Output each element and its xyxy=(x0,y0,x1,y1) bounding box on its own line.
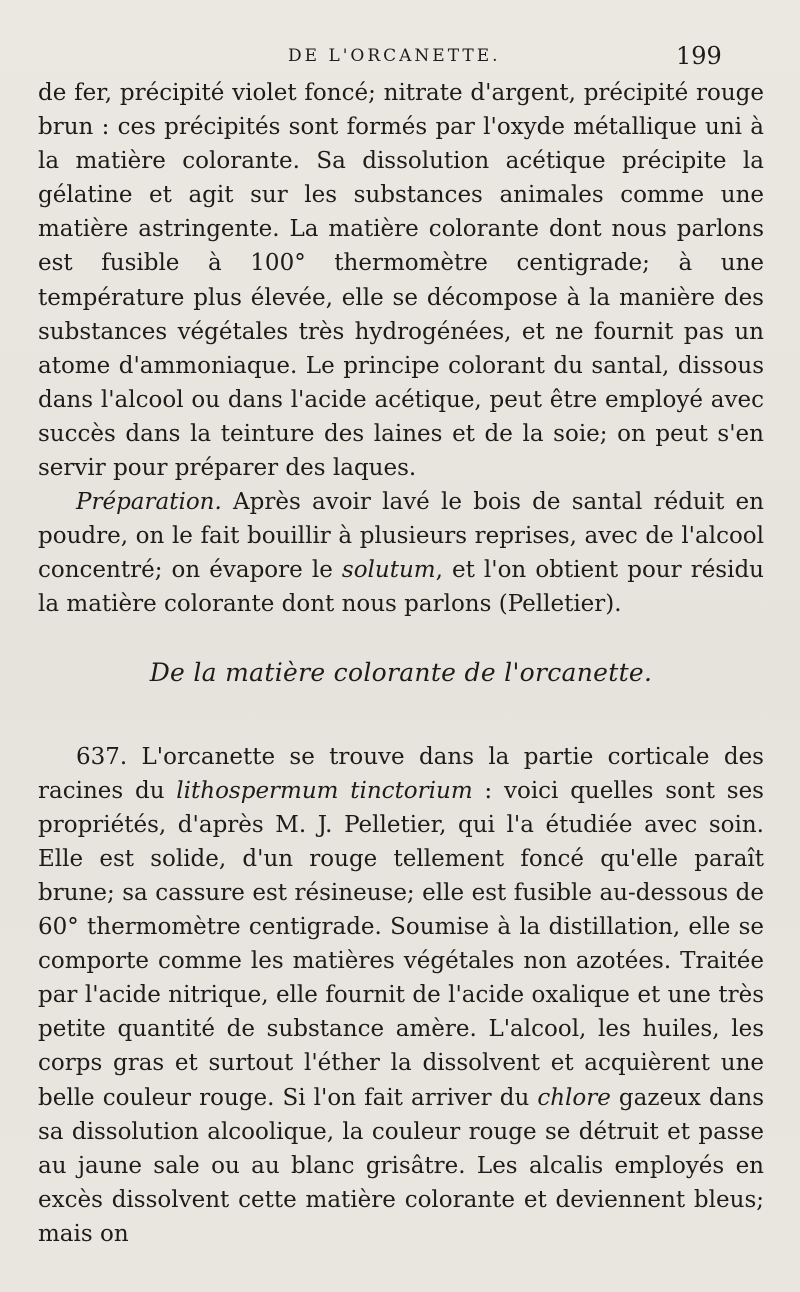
page-body xyxy=(38,76,764,1251)
running-head: DE L'ORCANETTE. xyxy=(288,46,501,66)
term-chlore: chlore xyxy=(537,1084,611,1111)
term-solutum: solutum xyxy=(341,557,436,584)
paragraph-orcanette xyxy=(38,740,764,1251)
page-number: 199 xyxy=(676,42,722,70)
paragraph-text: , et l'on obtient pour résidu la matière colorante dont nous parlons (Pelletier). xyxy=(38,557,764,618)
paragraph-text: : voici quelles sont ses propriétés, d'après M. J. Pelletier, qui l'a étudiée avec soin. Elle est solide, d'un rouge tellement foncé qu'elle paraît brune; sa cassure est résineuse; elle est fusible au-dessous de 60° thermomètre centigrade. Soumise à la distillation, elle se comporte comme les matières végétales non azotées. Traitée par l'acide nitrique, elle fournit de l'acide oxalique et une très petite quantité de substance amère. L'alcool, les huiles, les corps gras et surtout l'éther la dissolvent et acquièrent une belle couleur rouge. Si l'on fait arriver du xyxy=(38,777,764,1111)
section-heading: De la matière colorante de l'orcanette. xyxy=(149,657,653,687)
preparation-label: Préparation. xyxy=(76,489,222,516)
term-lithospermum: lithospermum tinctorium xyxy=(176,777,473,804)
paragraph-text: de fer, précipité violet foncé; nitrate d'argent, précipité rouge brun : ces précipités sont formés par l'oxyde métallique uni à la matière colorante. Sa dissolution acétique précipite la gélatine et agit sur les substances animales comme une matière astringente. La matière colorante dont nous parlons est fusible à 100° thermomètre centigrade; à une température plus élevée, elle se décompose à la manière des substances végétales très hydrogénées, et ne fournit pas un atome d'ammoniaque. Le principe colorant du santal, dissous dans l'alcool ou dans l'acide acétique, peut être employé avec succès dans la teinture des laines et de la soie; on peut s'en servir pour préparer des laques. xyxy=(38,80,764,482)
paragraph-text: Après avoir lavé le bois de santal réduit en poudre, on le fait bouillir à plusieurs reprises, avec de l'alcool concentré; on évapore le xyxy=(38,489,764,584)
paragraph-text: gazeux dans sa dissolution alcoolique, la couleur rouge se détruit et passe au jaune sale ou au blanc grisâtre. Les alcalis employés en excès dissolvent cette matière colorante et deviennent bleus; mais on xyxy=(38,1084,765,1247)
paragraph-number: 637. xyxy=(76,743,128,770)
paragraph-text: L'orcanette se trouve dans la partie corticale des racines du xyxy=(38,743,764,804)
paragraph-santal-properties xyxy=(38,76,764,485)
paragraph-preparation xyxy=(38,485,764,621)
